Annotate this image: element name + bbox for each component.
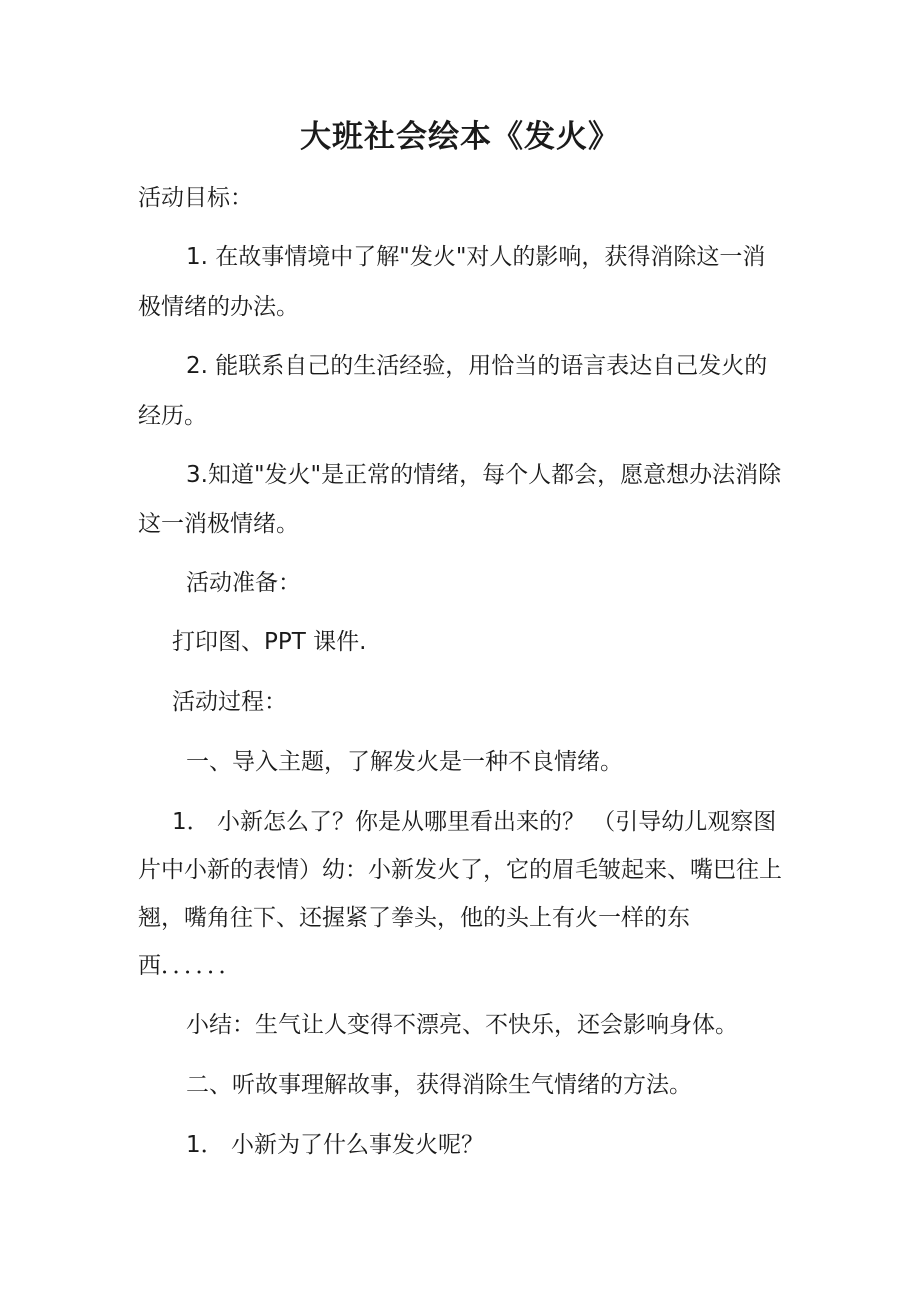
goal-3-line-1: 3.知道"发火"是正常的情绪，每个人都会，愿意想办法消除 (186, 462, 782, 488)
section-heading-goals: 活动目标： (138, 185, 253, 211)
process-step-2-heading: 二、听故事理解故事，获得消除生气情绪的方法。 (186, 1072, 692, 1098)
goal-1-line-2: 极情绪的办法。 (138, 294, 299, 320)
document-title: 大班社会绘本《发火》 (300, 119, 620, 155)
process-step-2-question: 1． 小新为了什么事发火呢？ (186, 1132, 484, 1158)
process-paragraph-line-3: 翘，嘴角往下、还握紧了拳头，他的头上有火一样的东 (138, 905, 690, 931)
summary-text: 小结：生气让人变得不漂亮、不快乐，还会影响身体。 (186, 1012, 738, 1038)
section-heading-preparation: 活动准备： (186, 570, 301, 596)
goal-2-line-1: 2. 能联系自己的生活经验，用恰当的语言表达自己发火的 (186, 353, 768, 379)
process-paragraph-line-1: 1． 小新怎么了？你是从哪里看出来的？ （引导幼儿观察图 (172, 809, 777, 835)
section-heading-process: 活动过程： (172, 689, 287, 715)
preparation-text: 打印图、PPT 课件. (172, 629, 367, 655)
process-paragraph-line-2: 片中小新的表情）幼：小新发火了，它的眉毛皱起来、嘴巴往上 (138, 857, 782, 883)
goal-1-line-1: 1. 在故事情境中了解"发火"对人的影响，获得消除这一消 (186, 244, 766, 270)
process-step-1-heading: 一、导入主题，了解发火是一种不良情绪。 (186, 749, 623, 775)
goal-3-line-2: 这一消极情绪。 (138, 511, 299, 537)
process-paragraph-line-4: 西．．．．．． (138, 953, 242, 979)
goal-2-line-2: 经历。 (138, 403, 207, 429)
